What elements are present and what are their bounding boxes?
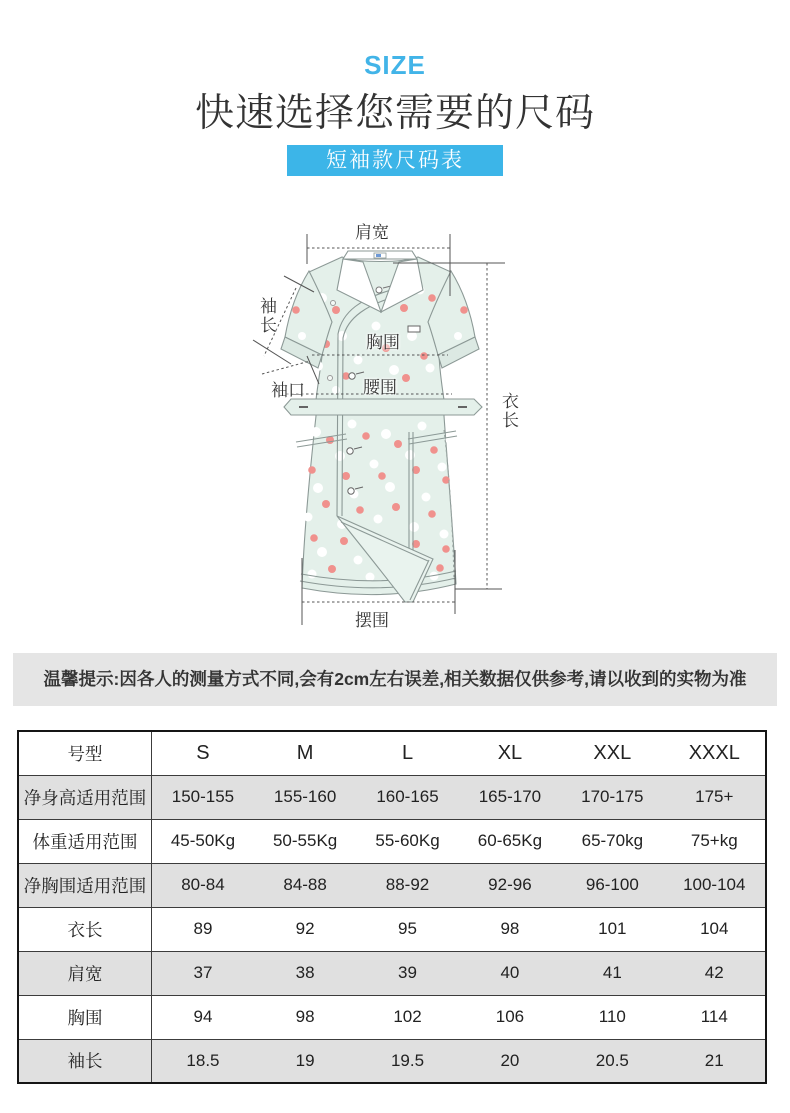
cell: 110 (561, 995, 663, 1039)
cell: 96-100 (561, 863, 663, 907)
cell: 84-88 (254, 863, 356, 907)
cell: 104 (664, 907, 766, 951)
hem-label: 摆围 (355, 611, 389, 630)
cell: 175+ (664, 775, 766, 819)
column-header-s: S (196, 741, 210, 764)
cell: 38 (254, 951, 356, 995)
cell: 155-160 (254, 775, 356, 819)
table-row-bust (18, 995, 766, 1039)
cell: 60-65Kg (459, 819, 561, 863)
shoulder-width-label: 肩宽 (355, 223, 389, 242)
sleeve-length-label: 袖长 (257, 297, 276, 335)
cell: 41 (561, 951, 663, 995)
cell: 95 (356, 907, 458, 951)
garment-length-label: 衣长 (499, 392, 518, 430)
cuff-label: 袖口 (271, 381, 305, 400)
cell: 88-92 (356, 863, 458, 907)
cell: 20.5 (561, 1039, 663, 1083)
page-title: 快速选择您需要的尺码 (194, 92, 595, 135)
cell: 114 (664, 995, 766, 1039)
cell: 98 (459, 907, 561, 951)
cell: 98 (254, 995, 356, 1039)
row-label: 净身高适用范围 (18, 775, 152, 819)
cell: 80-84 (152, 863, 254, 907)
table-row-garment-length (18, 907, 766, 951)
cell: 19.5 (356, 1039, 458, 1083)
column-header-xxxl: XXXL (688, 741, 740, 764)
cell: 37 (152, 951, 254, 995)
cell: 40 (459, 951, 561, 995)
table-row-sleeve-length (18, 1039, 766, 1083)
cell: 92 (254, 907, 356, 951)
cell: 75+kg (664, 819, 766, 863)
table-row-shoulder-width (18, 951, 766, 995)
column-header-xl: XL (497, 741, 523, 764)
column-header-m: M (296, 741, 314, 764)
table-row-bust-range (18, 863, 766, 907)
cell: 165-170 (459, 775, 561, 819)
cell: 101 (561, 907, 663, 951)
cell: 150-155 (152, 775, 254, 819)
row-label: 袖长 (18, 1039, 152, 1083)
cell: 65-70kg (561, 819, 663, 863)
short-sleeve-chart-banner: 短袖款尺码表 (287, 145, 503, 176)
cell: 160-165 (356, 775, 458, 819)
garment-measurement-diagram (0, 210, 790, 655)
waist-belt (284, 399, 482, 415)
cell: 94 (152, 995, 254, 1039)
cell: 20 (459, 1039, 561, 1083)
cell: 89 (152, 907, 254, 951)
waist-label: 腰围 (363, 378, 397, 397)
row-label: 净胸围适用范围 (18, 863, 152, 907)
row-label: 肩宽 (18, 951, 152, 995)
cell: 102 (356, 995, 458, 1039)
row-label: 体重适用范围 (18, 819, 152, 863)
row-label: 胸围 (18, 995, 152, 1039)
cell: 45-50Kg (152, 819, 254, 863)
cell: 18.5 (152, 1039, 254, 1083)
cell: 100-104 (664, 863, 766, 907)
bust-label: 胸围 (366, 333, 400, 352)
cell: 106 (459, 995, 561, 1039)
size-eyebrow-label: SIZE (364, 50, 426, 80)
cell: 50-55Kg (254, 819, 356, 863)
cell: 19 (254, 1039, 356, 1083)
column-header-l: L (401, 741, 414, 764)
cell: 39 (356, 951, 458, 995)
row-label: 衣长 (18, 907, 152, 951)
cell: 92-96 (459, 863, 561, 907)
cell: 21 (664, 1039, 766, 1083)
measurement-notice: 温馨提示:因各人的测量方式不同,会有2cm左右误差,相关数据仅供参考,请以收到的实物为准 (13, 653, 777, 706)
size-table-header-row (18, 731, 766, 775)
column-header-size-type: 号型 (18, 731, 152, 775)
cell: 170-175 (561, 775, 663, 819)
table-row-height-range (18, 775, 766, 819)
table-row-weight-range (18, 819, 766, 863)
column-header-xxl: XXL (593, 741, 632, 764)
cell: 42 (664, 951, 766, 995)
cell: 55-60Kg (356, 819, 458, 863)
size-table (17, 730, 767, 1084)
